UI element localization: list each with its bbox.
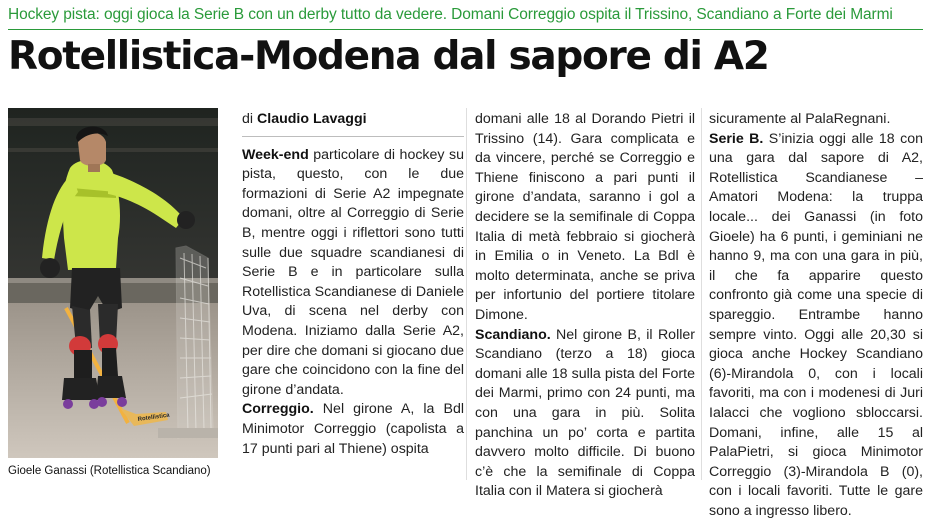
scandiano-text-cont: sicuramente al PalaRegnani. [709,111,891,127]
player-photo [8,108,218,458]
byline-rule [242,136,464,137]
byline-prefix: di [242,111,254,127]
column-separator [701,108,702,480]
serie-b-text: S’inizia oggi alle 18 con una gara dal sapore di A2, Rotellistica Scandianese – Amatori Modena: la truppa locale... dei Ganassi (in foto Gioele) ha 6 punti, i geminiani ne hanno 9, ma con una gara in più, il che fa apparire questo confronto già come una specie di spareggio. Entrambe hanno sempre vinto. Oggi alle 20,30 si gioca anche Hockey Scandiano (6)-Mirandola 0, con i locali favoriti, ma con i modenesi di Juri Ialacci che vogliono sbloccarsi. Domani, infine, alle 15 al PalaPietri, si gioca Minimotor Correggio (3)-Mirandola B (0), con i locali favoriti. Tutte le gare sono a ingresso libero. [709,130,923,519]
paragraph-intro [242,146,464,401]
column-separator [466,108,467,480]
paragraph-correggio-cont [475,110,695,326]
article-column-2 [475,110,695,502]
correggio-text: Nel girone A, la Bdl Minimotor Correggio (capolista a 17 punti pari al Thiene) ospita [242,401,464,457]
stick-lettering: Rotellistica [137,412,170,423]
article-column-1 [242,110,464,459]
correggio-lead: Correggio. [242,401,314,418]
headline: Rotellistica-Modena dal sapore di A2 [8,34,769,79]
paragraph-serie-b [709,130,923,521]
scandiano-text: Nel girone B, il Roller Scandiano (terzo a 18) gioca domani alle 18 sulla pista del Forte dei Marmi, primo con 24 punti, ma con una gara in più. Solita panchina un po’ corta e partita davvero molto difficile. Di buono c’è che la semifinale di Coppa Italia con il Matera si giocherà [475,326,695,500]
paragraph-scandiano [475,326,695,502]
paragraph-correggio [242,400,464,459]
article-column-3 [709,110,923,521]
byline-author: Claudio Lavaggi [257,111,367,127]
intro-lead: Week-end [242,146,309,163]
scandiano-lead: Scandiano. [475,326,551,343]
intro-text: particolare di hockey su pista, questo, con le due formazioni di Serie A2 impegnate domani, oltre al Correggio di Serie B, mentre oggi i riflettori sono tutti sulle due squadre scandianesi di Serie B e in particolare sulla Rotellistica Scandianese di Daniele Uva, di scena nel derby con Modena. Iniziamo dalla Serie A2, per dire che domani si giocano due gare che coincidono con la fine del girone d’andata. [242,146,464,398]
kicker: Hockey pista: oggi gioca la Serie B con un derby tutto da vedere. Domani Correggio ospita il Trissino, Scandiano a Forte dei Marmi [8,6,893,23]
serie-b-lead: Serie B. [709,130,764,147]
paragraph-scandiano-cont [709,110,923,130]
byline [242,110,464,130]
kicker-rule [8,29,923,30]
photo-caption: Gioele Ganassi (Rotellistica Scandiano) [8,465,211,477]
correggio-text-cont: domani alle 18 al Dorando Pietri il Trissino (14). Gara complicata e da vincere, perché se Correggio e Thiene finiscono a pari punti il girone d’andata, saranno i gol a decidere se la semifinale di Coppa Italia di metà febbraio si giocherà in Emilia o in Veneto. La Bdl è molto determinata, anche se priva per infortunio del portiere titolare Dimone. [475,111,695,323]
